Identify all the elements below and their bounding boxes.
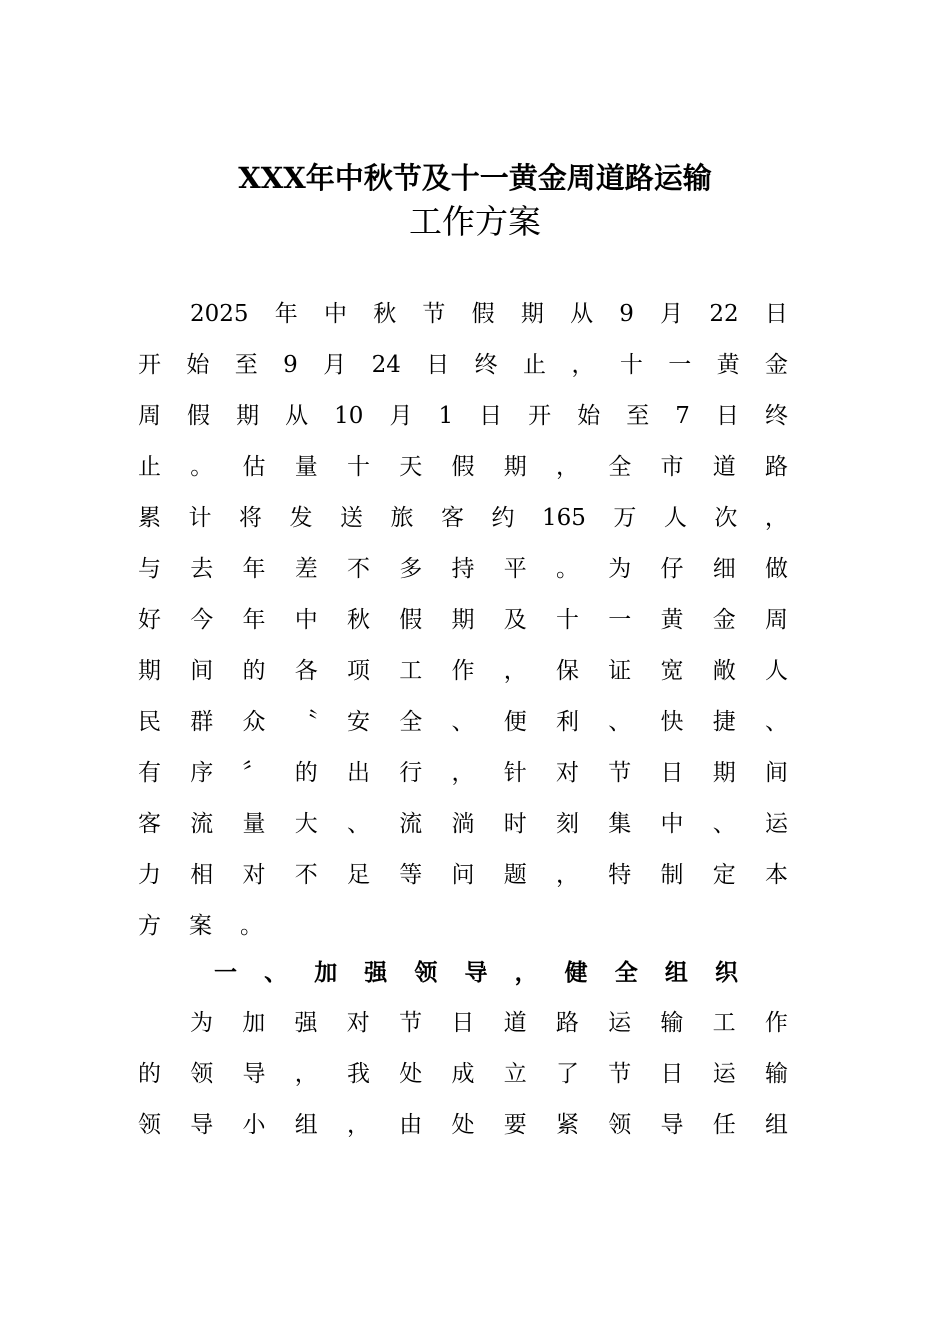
text-token: 小 — [242, 1112, 266, 1138]
text-token: 1 — [438, 403, 454, 429]
text-token: 证 — [608, 658, 632, 684]
text-token: 定 — [712, 862, 736, 888]
text-token: 便 — [503, 709, 527, 735]
text-token: 期 — [503, 454, 527, 480]
paragraph-line — [138, 998, 788, 1049]
text-token: 加 — [242, 1010, 266, 1036]
text-token: 全 — [614, 959, 638, 986]
paragraph-intro — [138, 289, 788, 952]
paragraph-line — [138, 1049, 788, 1100]
text-token: 金 — [712, 607, 736, 633]
text-token: 计 — [188, 505, 212, 531]
paragraph-line — [138, 799, 788, 850]
text-token: 旅 — [390, 505, 414, 531]
text-token: 金 — [765, 352, 788, 378]
text-token: 假 — [471, 301, 495, 327]
text-token: 不 — [347, 556, 370, 582]
text-token: 运 — [712, 1061, 736, 1087]
text-token: 流 — [399, 811, 423, 837]
text-token: 终 — [474, 352, 498, 378]
text-token: 的 — [294, 760, 318, 786]
text-token: 秋 — [347, 607, 370, 633]
text-token: 敞 — [712, 658, 736, 684]
text-token: 开 — [528, 403, 552, 429]
text-token: 制 — [660, 862, 684, 888]
text-token: 7 — [675, 403, 690, 429]
text-token: 序 — [190, 760, 214, 786]
text-token: 输 — [765, 1061, 788, 1087]
text-token: 路 — [555, 1010, 579, 1036]
text-token: 全 — [608, 454, 632, 480]
text-token: 淌 — [451, 811, 475, 837]
document-title: XXX年中秋节及十一黄金周道路运输 — [238, 161, 712, 195]
text-token: 量 — [294, 454, 318, 480]
text-token: 客 — [138, 811, 161, 837]
text-token: 人 — [663, 505, 687, 531]
text-token: 案 — [189, 913, 212, 939]
text-token: 路 — [765, 454, 788, 480]
text-token: 立 — [503, 1061, 527, 1087]
text-token: 要 — [503, 1112, 527, 1138]
text-token: 间 — [190, 658, 214, 684]
text-token: 保 — [556, 658, 579, 684]
text-token: 量 — [242, 811, 266, 837]
text-token: 快 — [660, 709, 684, 735]
paragraph-line — [138, 697, 788, 748]
text-token: ， — [764, 505, 788, 531]
text-token: 群 — [190, 709, 214, 735]
text-token: 2025 — [190, 301, 249, 327]
text-token: 今 — [190, 607, 214, 633]
text-token: 始 — [577, 403, 601, 429]
text-token: 万 — [613, 505, 637, 531]
text-token: 期 — [712, 760, 736, 786]
text-token: 中 — [294, 607, 318, 633]
paragraph-leadership — [138, 998, 788, 1151]
text-token: 年 — [242, 607, 266, 633]
text-token: 各 — [294, 658, 318, 684]
text-token: 导 — [242, 1061, 266, 1087]
text-token: 去 — [190, 556, 214, 582]
text-token: 一 — [214, 959, 237, 986]
text-token: 利 — [556, 709, 579, 735]
text-token: 全 — [399, 709, 423, 735]
text-token: 一 — [668, 352, 692, 378]
text-token: 次 — [714, 505, 738, 531]
text-token: 节 — [608, 1061, 632, 1087]
text-token: 、 — [765, 709, 788, 735]
paragraph-line — [138, 289, 788, 340]
text-token: ， — [451, 760, 475, 786]
text-token: 间 — [765, 760, 788, 786]
text-token: 期 — [236, 403, 260, 429]
text-token: 出 — [347, 760, 370, 786]
text-token: 9 — [283, 352, 298, 378]
text-token: 成 — [451, 1061, 475, 1087]
paragraph-line — [138, 442, 788, 493]
text-token: 节 — [399, 1010, 423, 1036]
text-token: 至 — [626, 403, 650, 429]
text-token: 累 — [138, 505, 161, 531]
text-token: 9 — [619, 301, 634, 327]
text-token: 年 — [242, 556, 266, 582]
text-token: 日 — [764, 301, 788, 327]
text-token: 运 — [608, 1010, 632, 1036]
text-token: 周 — [765, 607, 788, 633]
text-token: 组 — [664, 959, 688, 986]
text-token: 时 — [503, 811, 527, 837]
text-token: 与 — [138, 556, 161, 582]
text-token: 黄 — [660, 607, 684, 633]
text-token: ， — [294, 1061, 318, 1087]
text-token: 的 — [138, 1061, 161, 1087]
text-token: 特 — [608, 862, 632, 888]
text-token: 领 — [414, 959, 438, 986]
text-token: 任 — [712, 1112, 736, 1138]
text-token: 加 — [314, 959, 338, 986]
text-token: 165 — [542, 505, 586, 531]
text-token: 从 — [285, 403, 309, 429]
section-heading-block — [138, 947, 788, 998]
text-token: 捷 — [712, 709, 736, 735]
text-token: 从 — [570, 301, 594, 327]
text-token: 好 — [138, 607, 161, 633]
text-token: 对 — [556, 760, 579, 786]
paragraph-line — [138, 595, 788, 646]
document-subtitle: 工作方案 — [409, 202, 541, 241]
text-token: 日 — [479, 403, 503, 429]
text-token: 力 — [138, 862, 161, 888]
text-token: ， — [514, 959, 538, 986]
text-token: 持 — [451, 556, 475, 582]
text-token: 输 — [660, 1010, 684, 1036]
text-token: 导 — [190, 1112, 214, 1138]
text-token: 日 — [451, 1010, 475, 1036]
text-token: 不 — [294, 862, 318, 888]
text-token: 估 — [242, 454, 266, 480]
text-token: 强 — [364, 959, 388, 986]
text-token: 终 — [764, 403, 788, 429]
text-token: 大 — [294, 811, 318, 837]
text-token: 宽 — [660, 658, 684, 684]
text-token: 黄 — [716, 352, 740, 378]
text-token: 、 — [264, 959, 288, 986]
text-token: 项 — [347, 658, 370, 684]
text-token: 的 — [242, 658, 266, 684]
text-token: 将 — [239, 505, 262, 531]
text-token: 健 — [564, 959, 588, 986]
text-token: 人 — [765, 658, 788, 684]
text-token: 月 — [323, 352, 347, 378]
text-token: 集 — [608, 811, 632, 837]
text-token: 月 — [389, 403, 413, 429]
text-token: 、 — [608, 709, 632, 735]
text-token: 做 — [765, 556, 788, 582]
text-token: 止 — [138, 454, 161, 480]
text-token: 问 — [451, 862, 475, 888]
text-token: 假 — [451, 454, 475, 480]
text-token: ， — [556, 862, 579, 888]
text-token: 始 — [186, 352, 210, 378]
text-token: 〞 — [242, 760, 266, 786]
text-token: 为 — [190, 1010, 213, 1036]
paragraph-line — [138, 1100, 788, 1151]
text-token: 相 — [190, 862, 214, 888]
text-token: 24 — [371, 352, 401, 378]
text-token: 〝 — [294, 709, 318, 735]
text-token: 对 — [346, 1010, 370, 1036]
text-token: 本 — [765, 862, 788, 888]
section-heading — [138, 947, 788, 998]
text-token: 。 — [240, 913, 263, 939]
text-token: 了 — [556, 1061, 579, 1087]
text-token: 日 — [660, 760, 684, 786]
text-token: 月 — [660, 301, 684, 327]
text-token: 对 — [242, 862, 266, 888]
text-token: 止 — [523, 352, 547, 378]
text-token: 至 — [234, 352, 258, 378]
text-token: 组 — [294, 1112, 318, 1138]
text-token: 道 — [712, 454, 736, 480]
text-token: 。 — [556, 556, 579, 582]
text-token: 处 — [451, 1112, 475, 1138]
text-token: 十 — [347, 454, 370, 480]
text-token: 客 — [441, 505, 464, 531]
text-token: 处 — [399, 1061, 423, 1087]
text-token: 领 — [138, 1112, 161, 1138]
paragraph-line — [138, 850, 788, 901]
text-token: 道 — [503, 1010, 527, 1036]
text-token: 期 — [138, 658, 161, 684]
text-token: 年 — [274, 301, 298, 327]
text-token: 。 — [190, 454, 214, 480]
text-token: 多 — [399, 556, 423, 582]
text-token: 假 — [187, 403, 211, 429]
text-token: 期 — [451, 607, 475, 633]
text-token: 平 — [503, 556, 527, 582]
text-token: 中 — [660, 811, 684, 837]
text-token: 工 — [399, 658, 423, 684]
text-token: 开 — [138, 352, 161, 378]
text-token: ， — [347, 1112, 370, 1138]
text-token: 日 — [660, 1061, 684, 1087]
text-token: 节 — [422, 301, 446, 327]
text-token: 22 — [709, 301, 739, 327]
text-token: 安 — [347, 709, 370, 735]
text-token: 刻 — [556, 811, 579, 837]
text-token: 市 — [660, 454, 684, 480]
paragraph-line — [138, 901, 788, 952]
text-token: ， — [571, 352, 595, 378]
text-token: 发 — [289, 505, 313, 531]
paragraph-line — [138, 340, 788, 391]
text-token: ， — [556, 454, 579, 480]
text-token: 题 — [503, 862, 527, 888]
text-token: 假 — [399, 607, 423, 633]
text-token: 紧 — [556, 1112, 579, 1138]
text-token: 周 — [138, 403, 161, 429]
text-token: 方 — [138, 913, 161, 939]
text-token: 差 — [294, 556, 318, 582]
text-token: 节 — [608, 760, 632, 786]
paragraph-line — [138, 748, 788, 799]
text-token: 导 — [660, 1112, 684, 1138]
text-token: 等 — [399, 862, 423, 888]
text-token: 一 — [608, 607, 632, 633]
text-token: 送 — [340, 505, 363, 531]
text-token: 有 — [138, 760, 161, 786]
text-token: 领 — [190, 1061, 214, 1087]
text-token: 导 — [464, 959, 488, 986]
text-token: 组 — [765, 1112, 788, 1138]
text-token: 由 — [399, 1112, 423, 1138]
text-token: 作 — [451, 658, 475, 684]
text-token: 运 — [765, 811, 788, 837]
text-token: 、 — [347, 811, 370, 837]
paragraph-line — [138, 391, 788, 442]
text-token: 足 — [347, 862, 370, 888]
paragraph-line — [138, 646, 788, 697]
text-token: 仔 — [660, 556, 684, 582]
text-token: 织 — [714, 959, 738, 986]
text-token: ， — [503, 658, 527, 684]
text-token: 行 — [399, 760, 423, 786]
text-token: 、 — [451, 709, 475, 735]
text-token: 流 — [190, 811, 214, 837]
text-token: 、 — [712, 811, 736, 837]
paragraph-line — [138, 493, 788, 544]
text-token: 民 — [138, 709, 161, 735]
text-token: 工 — [712, 1010, 736, 1036]
text-token: 日 — [426, 352, 450, 378]
text-token: 强 — [294, 1010, 318, 1036]
text-token: 针 — [503, 760, 527, 786]
text-token: 约 — [491, 505, 515, 531]
text-token: 十 — [556, 607, 579, 633]
text-token: 众 — [242, 709, 266, 735]
text-token: 秋 — [373, 301, 397, 327]
paragraph-line — [138, 544, 788, 595]
text-token: 我 — [347, 1061, 370, 1087]
text-token: 日 — [715, 403, 739, 429]
text-token: 中 — [323, 301, 347, 327]
text-token: 10 — [334, 403, 364, 429]
text-token: 领 — [608, 1112, 632, 1138]
text-token: 期 — [520, 301, 544, 327]
text-token: 十 — [619, 352, 643, 378]
text-token: 作 — [764, 1010, 788, 1036]
text-token: 及 — [503, 607, 527, 633]
text-token: 天 — [399, 454, 423, 480]
text-token: 为 — [608, 556, 632, 582]
text-token: 细 — [712, 556, 736, 582]
